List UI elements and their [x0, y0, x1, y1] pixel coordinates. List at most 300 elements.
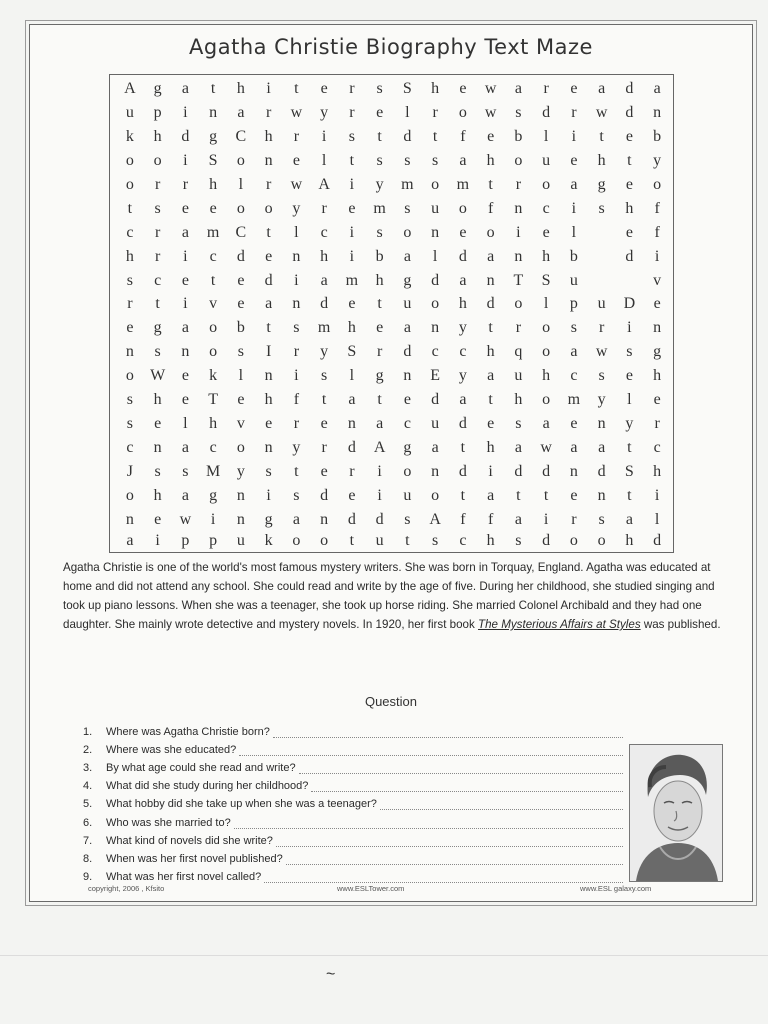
grid-cell: y — [320, 343, 329, 361]
grid-cell: e — [265, 247, 273, 265]
grid-cell: d — [403, 343, 412, 361]
grid-cell: t — [460, 439, 466, 457]
grid-cell: h — [347, 319, 356, 337]
grid-cell: t — [599, 127, 604, 145]
grid-cell: d — [542, 103, 551, 121]
grid-cell: t — [377, 127, 382, 145]
grid-cell: e — [348, 199, 356, 217]
grid-cell: g — [209, 487, 218, 505]
grid-cell: t — [349, 151, 355, 169]
grid-cell: a — [403, 319, 411, 337]
grid-cell: e — [320, 415, 328, 433]
grid-cell: n — [597, 415, 606, 433]
grid-cell: t — [321, 391, 327, 409]
grid-cell: s — [432, 151, 439, 169]
grid-cell: e — [181, 367, 189, 385]
grid-cell: n — [514, 199, 523, 217]
grid-cell: f — [460, 127, 466, 145]
passage-end: was published. — [640, 618, 721, 631]
grid-cell: s — [570, 319, 577, 337]
grid-cell: e — [653, 391, 661, 409]
grid-cell: i — [183, 103, 188, 121]
grid-cell: b — [375, 247, 384, 265]
grid-cell: e — [320, 463, 328, 481]
grid-cell: o — [403, 463, 412, 481]
grid-cell: d — [458, 247, 467, 265]
grid-cell: d — [320, 295, 329, 313]
grid-cell: s — [182, 463, 189, 481]
question-number: 5. — [83, 798, 93, 811]
grid-cell: s — [598, 511, 605, 529]
grid-cell: t — [405, 532, 410, 549]
grid-cell: p — [209, 532, 218, 549]
grid-cell: r — [154, 175, 161, 193]
grid-cell: h — [375, 271, 384, 289]
grid-cell: y — [597, 391, 606, 409]
grid-cell: a — [514, 439, 522, 457]
grid-cell: r — [349, 463, 355, 481]
grid-cell: h — [153, 391, 162, 409]
grid-cell: t — [377, 391, 382, 409]
grid-cell: d — [347, 439, 356, 457]
grid-cell: h — [486, 439, 495, 457]
grid-cell: i — [349, 247, 355, 265]
answer-line[interactable] — [311, 780, 623, 792]
grid-cell: h — [431, 79, 440, 97]
grid-cell: t — [488, 319, 493, 337]
grid-cell: d — [542, 532, 551, 549]
grid-cell: n — [403, 367, 412, 385]
grid-cell: d — [458, 463, 467, 481]
grid-cell: u — [569, 271, 578, 289]
question-item — [83, 810, 623, 828]
grid-cell: h — [486, 151, 495, 169]
answer-line[interactable] — [239, 744, 623, 756]
grid-cell: u — [542, 151, 551, 169]
grid-cell: e — [154, 511, 162, 529]
grid-cell: D — [623, 295, 636, 313]
grid-cell: o — [125, 175, 134, 193]
grid-cell: h — [625, 199, 634, 217]
grid-cell: e — [625, 367, 633, 385]
grid-cell: i — [377, 487, 382, 505]
grid-cell: n — [431, 319, 440, 337]
grid-cell: a — [320, 271, 328, 289]
grid-cell: o — [431, 487, 440, 505]
portrait-image — [630, 745, 722, 881]
grid-cell: o — [236, 199, 245, 217]
question-number: 6. — [83, 816, 93, 829]
question-text: What did she study during her childhood? — [106, 780, 309, 793]
grid-cell: a — [598, 439, 606, 457]
grid-cell: d — [347, 511, 356, 529]
grid-cell: w — [595, 343, 608, 361]
worksheet — [29, 24, 753, 902]
grid-cell: d — [625, 247, 634, 265]
grid-cell: a — [292, 511, 300, 529]
grid-cell: n — [292, 247, 301, 265]
grid-cell: w — [290, 103, 303, 121]
grid-cell: s — [126, 271, 133, 289]
grid-cell: C — [235, 127, 247, 145]
grid-cell: e — [570, 151, 578, 169]
grid-cell: d — [181, 127, 190, 145]
grid-cell: h — [597, 151, 606, 169]
grid-cell: s — [154, 343, 161, 361]
question-text: What was her first novel called? — [106, 870, 262, 883]
grid-cell: p — [181, 532, 190, 549]
grid-cell: a — [403, 247, 411, 265]
grid-cell: q — [514, 343, 523, 361]
grid-cell: b — [236, 319, 245, 337]
grid-cell: i — [294, 271, 299, 289]
grid-cell: c — [459, 343, 467, 361]
grid-cell: h — [653, 367, 662, 385]
footer-site-eslgalaxy: www.ESL galaxy.com — [580, 884, 652, 893]
question-text: What kind of novels did she write? — [106, 834, 273, 847]
grid-cell: s — [404, 151, 411, 169]
grid-cell: o — [153, 151, 162, 169]
grid-cell: a — [570, 175, 578, 193]
grid-cell: h — [125, 247, 134, 265]
grid-cell: d — [236, 247, 245, 265]
grid-cell: i — [488, 463, 493, 481]
grid-cell: s — [515, 532, 522, 549]
grid-cell: o — [209, 319, 218, 337]
grid-cell: k — [209, 367, 218, 385]
grid-cell: S — [624, 463, 634, 481]
grid-cell: o — [431, 295, 440, 313]
grid-cell: h — [209, 415, 218, 433]
grid-cell: n — [514, 247, 523, 265]
question-number: 1. — [83, 726, 93, 739]
grid-cell: r — [349, 79, 355, 97]
worksheet-title: Agatha Christie Biography Text Maze — [189, 35, 593, 59]
grid-cell: o — [292, 532, 301, 549]
grid-cell: s — [598, 199, 605, 217]
grid-cell: g — [153, 79, 162, 97]
grid-cell: i — [321, 127, 327, 145]
grid-cell: e — [154, 415, 162, 433]
grid-cell: n — [320, 511, 329, 529]
grid-cell — [588, 269, 616, 293]
grid-cell: n — [653, 103, 662, 121]
question-text: By what age could she read and write? — [106, 762, 296, 775]
grid-cell: A — [373, 439, 386, 457]
passage-text: Agatha Christie is one of the world's most famous mystery writers. She was born in Torquay, England. Agatha was educated at home and did not attend any school. She could read and write by the age of five. During her childhood, she studied singing and took up piano lessons. When she was a teenager, she took up horse riding. She married Colonel Archibald and they had one daughter. She mainly wrote detective and mystery novels. In 1920, her first book — [63, 561, 715, 631]
grid-cell: i — [654, 487, 660, 505]
grid-cell: m — [401, 175, 414, 193]
grid-cell: d — [514, 463, 523, 481]
grid-cell: a — [487, 487, 495, 505]
question-item — [83, 865, 623, 883]
grid-cell: e — [237, 271, 245, 289]
grid-cell: e — [570, 79, 578, 97]
grid-cell: f — [654, 199, 660, 217]
grid-cell: n — [236, 487, 245, 505]
grid-cell: r — [265, 103, 272, 121]
grid-cell: f — [487, 511, 494, 529]
grid-cell: a — [181, 79, 189, 97]
grid-cell: h — [153, 127, 162, 145]
grid-cell: l — [432, 247, 438, 265]
question-item — [83, 847, 623, 865]
grid-cell: l — [543, 295, 549, 313]
grid-cell: a — [653, 79, 661, 97]
answer-line[interactable] — [286, 853, 623, 865]
answer-line[interactable] — [299, 762, 623, 774]
grid-cell: o — [264, 199, 273, 217]
grid-cell: g — [403, 439, 412, 457]
grid-cell: k — [125, 127, 134, 145]
grid-cell: a — [514, 79, 522, 97]
grid-cell: t — [266, 223, 271, 241]
grid-cell: o — [514, 295, 523, 313]
grid-cell: c — [209, 247, 217, 265]
grid-cell: e — [542, 223, 550, 241]
answer-line[interactable] — [276, 835, 623, 847]
grid-cell: y — [625, 415, 634, 433]
grid-cell: o — [403, 223, 412, 241]
grid-cell: c — [209, 439, 217, 457]
grid-cell: s — [626, 343, 633, 361]
grid-cell: l — [627, 391, 632, 409]
grid-cell: w — [595, 103, 608, 121]
grid-cell: e — [292, 151, 300, 169]
grid-cell: E — [430, 367, 441, 385]
grid-cell: r — [293, 127, 300, 145]
answer-line[interactable] — [264, 871, 623, 883]
grid-cell: l — [238, 175, 244, 193]
grid-cell: t — [155, 295, 160, 313]
grid-cell: c — [570, 367, 578, 385]
grid-cell: u — [514, 367, 523, 385]
grid-cell: r — [293, 415, 300, 433]
grid-cell: d — [320, 487, 329, 505]
grid-cell: f — [460, 511, 466, 529]
grid-cell: h — [653, 463, 662, 481]
grid-cell: n — [236, 511, 245, 529]
grid-cell: n — [125, 511, 134, 529]
grid-cell: a — [459, 151, 467, 169]
page-edge — [0, 955, 768, 956]
grid-cell: h — [320, 247, 329, 265]
grid-cell: m — [373, 199, 386, 217]
grid-cell: a — [459, 391, 467, 409]
grid-cell: i — [571, 199, 577, 217]
grid-cell: a — [487, 367, 495, 385]
grid-cell: h — [486, 343, 495, 361]
grid-cell: o — [125, 151, 134, 169]
grid-cell: A — [124, 79, 136, 97]
grid-cell: s — [126, 391, 133, 409]
grid-cell: v — [209, 295, 218, 313]
question-item — [83, 738, 623, 756]
grid-cell: c — [653, 439, 661, 457]
grid-cell: e — [265, 415, 273, 433]
grid-cell: h — [514, 391, 523, 409]
grid-cell: s — [376, 151, 383, 169]
grid-cell: t — [210, 79, 216, 97]
grid-cell: d — [458, 415, 467, 433]
grid-cell: l — [571, 223, 577, 241]
grid-cell: y — [292, 199, 301, 217]
grid-cell: a — [459, 271, 467, 289]
grid-cell: s — [404, 199, 411, 217]
grid-cell: T — [208, 391, 219, 409]
grid-cell: I — [265, 343, 272, 361]
answer-line[interactable] — [273, 726, 623, 738]
grid-cell: a — [181, 439, 189, 457]
grid-cell: n — [264, 439, 273, 457]
grid-cell: r — [543, 79, 549, 97]
grid-cell: b — [569, 247, 578, 265]
grid-cell: S — [347, 343, 357, 361]
grid-cell: v — [236, 415, 245, 433]
grid-cell: m — [317, 319, 331, 337]
grid-cell: g — [264, 511, 273, 529]
grid-cell: u — [431, 199, 440, 217]
grid-cell: t — [294, 463, 299, 481]
grid-cell: i — [266, 79, 271, 97]
question-item — [83, 756, 623, 774]
grid-cell: d — [625, 79, 634, 97]
grid-cell: h — [264, 391, 273, 409]
grid-cell: w — [484, 79, 497, 97]
grid-cell: o — [125, 367, 134, 385]
grid-cell: o — [514, 151, 523, 169]
grid-cell: M — [206, 463, 221, 481]
grid-cell: t — [627, 439, 632, 457]
grid-cell: t — [294, 79, 299, 97]
grid-cell: m — [456, 175, 470, 193]
grid-cell: t — [127, 199, 133, 217]
grid-cell: C — [235, 223, 247, 241]
grid-cell: y — [236, 463, 245, 481]
grid-cell: g — [209, 127, 218, 145]
grid-cell: t — [266, 319, 271, 337]
grid-cell: h — [486, 532, 495, 549]
grid-cell: r — [571, 103, 577, 121]
grid-cell: c — [320, 223, 328, 241]
grid-cell: o — [542, 343, 551, 361]
grid-cell: c — [154, 271, 162, 289]
grid-cell: w — [484, 103, 497, 121]
grid-cell: b — [514, 127, 523, 145]
grid-cell: n — [153, 439, 162, 457]
question-text: What hobby did she take up when she was a teenager? — [106, 798, 377, 811]
grid-cell: t — [432, 127, 438, 145]
question-text: Where was Agatha Christie born? — [106, 726, 270, 739]
grid-cell: e — [320, 79, 328, 97]
grid-cell: c — [431, 343, 439, 361]
grid-cell: d — [403, 127, 412, 145]
word-maze — [109, 74, 674, 553]
answer-line[interactable] — [234, 817, 623, 829]
grid-cell: e — [653, 295, 661, 313]
question-number: 7. — [83, 834, 93, 847]
question-number: 4. — [83, 780, 93, 793]
agatha-christie-portrait — [629, 744, 723, 882]
grid-cell: o — [486, 223, 495, 241]
grid-cell: a — [570, 343, 578, 361]
grid-cell: r — [376, 343, 383, 361]
grid-cell: s — [376, 79, 383, 97]
grid-cell: u — [431, 415, 440, 433]
grid-cell: t — [210, 271, 216, 289]
grid-cell: c — [542, 199, 550, 217]
grid-cell: p — [153, 103, 162, 121]
grid-cell: h — [542, 247, 551, 265]
grid-cell: e — [181, 199, 189, 217]
grid-cell — [616, 269, 644, 293]
grid-cell: o — [209, 343, 218, 361]
grid-cell: g — [153, 319, 162, 337]
grid-cell: i — [516, 223, 521, 241]
grid-cell: y — [653, 151, 662, 169]
grid-cell: s — [515, 415, 522, 433]
grid-cell: o — [542, 391, 551, 409]
grid-cell: d — [597, 463, 606, 481]
grid-cell: i — [377, 463, 382, 481]
grid-cell: i — [654, 247, 660, 265]
grid-cell: o — [320, 532, 329, 549]
answer-line[interactable] — [380, 798, 623, 810]
grid-cell: s — [348, 127, 355, 145]
grid-cell: e — [459, 79, 467, 97]
grid-cell: t — [488, 175, 493, 193]
grid-cell: e — [181, 391, 189, 409]
grid-cell: a — [237, 103, 245, 121]
grid-cell: n — [264, 151, 273, 169]
grid-cell: u — [125, 103, 134, 121]
grid-cell: g — [653, 343, 662, 361]
grid-cell: e — [376, 103, 384, 121]
grid-cell: u — [236, 532, 245, 549]
grid-cell: e — [348, 487, 356, 505]
grid-cell: f — [293, 391, 300, 409]
grid-cell: u — [597, 295, 606, 313]
grid-cell: a — [625, 511, 633, 529]
grid-cell: r — [154, 247, 161, 265]
grid-cell: h — [264, 127, 273, 145]
grid-cell: m — [206, 223, 220, 241]
grid-cell: r — [293, 343, 300, 361]
grid-cell: n — [653, 319, 662, 337]
grid-cell: s — [237, 343, 244, 361]
grid-cell: t — [627, 487, 632, 505]
question-number: 3. — [83, 762, 93, 775]
question-list — [83, 720, 623, 883]
grid-cell: o — [653, 175, 662, 193]
grid-cell: e — [625, 127, 633, 145]
grid-cell: n — [569, 463, 578, 481]
grid-cell: n — [264, 367, 273, 385]
grid-cell: m — [567, 391, 581, 409]
grid-cell: w — [540, 439, 552, 457]
footer-site-esltower: www.ESLTower.com — [337, 884, 405, 893]
grid-cell: h — [236, 79, 245, 97]
grid-cell: r — [182, 175, 189, 193]
question-number: 9. — [83, 870, 93, 883]
grid-cell: o — [236, 439, 245, 457]
grid-cell: S — [402, 79, 412, 97]
book-title: The Mysterious Affairs at Styles — [478, 618, 641, 631]
question-text: When was her first novel published? — [106, 852, 283, 865]
grid-cell: i — [155, 532, 160, 549]
grid-cell: w — [179, 511, 192, 529]
grid-cell: l — [238, 367, 244, 385]
